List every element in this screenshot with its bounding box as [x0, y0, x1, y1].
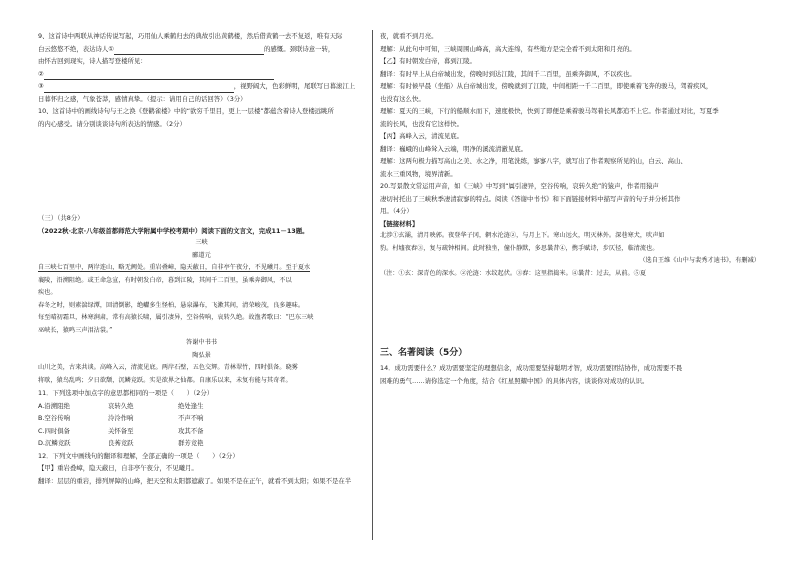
passage1-line3: 疾也。 [38, 289, 57, 296]
q14-line1: 14．成功需要什么？成功需要坚定的理想信念，成功需要坚持聪明才智，成功需要团结协作，成功需要不畏 [380, 364, 683, 372]
q10-line1: 10、这首诗中的画线诗句与王之涣《登鹳雀楼》中的“欲穷千里目，更上一层楼”都蕴含着诗人登楼远眺所 [38, 107, 334, 115]
passage1-title: 三峡 [195, 239, 208, 246]
q12-jia: 【甲】重岩叠嶂，隐天蔽日，自非亭午夜分，不见曦月。 [38, 464, 198, 472]
right-line-11: 理解：这两句极力描写高山之美、水之净，用笔洗练，寥寥八字，就写出了作者观察所见的山，白云、高山、 [380, 157, 687, 165]
right-column [380, 30, 760, 387]
q9-line2-b: 的感慨。颈联诗意一转， [264, 44, 335, 53]
right-line-9: 【丙】高峰入云，清流见底。 [380, 132, 464, 140]
right-line-7: 理解：夏天的三峡，下行的船顺水而下，速度极快，快到了即便是乘着骏马驾着长风都追不上它。作者通过对比，写夏季 [380, 107, 719, 115]
passage2-line1: 山川之美，古来共谈。高峰入云，清流见底。两岸石壁，五色交辉。青林翠竹，四时俱备。晓雾 [38, 364, 298, 371]
link-material-line1: 北涉①玄灞，清月映郭。夜登华子冈，辋水沦涟②，与月上下。寒山远火，明灭林外。深巷寒犬，吠声如 [380, 232, 665, 239]
link-material-label: 【链接材料】 [380, 219, 419, 228]
q20-line2: 凄切衬托出了三峡秋季凄清寂寥的特点。阅读《答谢中书书》和下面链接材料中描写声音的句子并分析其作 [380, 194, 681, 203]
q9-line5-a: ③ [38, 82, 44, 90]
passage2-author: 陶弘景 [192, 351, 211, 359]
right-line-6: 也没有这么快。 [380, 94, 425, 103]
passage1-line5: 每至晴初霜旦，林寒涧肃，常有高猿长啸，属引凄异，空谷传响，哀转久绝。故渔者歌曰：“巴东三峡 [38, 314, 314, 321]
passage1-author: 郦道元 [192, 251, 211, 259]
passage2-line2: 将歇，猿鸟乱鸣；夕日欲颓，沉鳞竞跃。实是欲界之仙都。自康乐以来，未复有能与其奇者。 [38, 376, 292, 384]
q12-translation: 翻译：层层的重岩，排列屏障的山峰，把天空和太阳都遮蔽了。如果不是在正午，就看不到太阳；如果不是在半 [38, 476, 352, 485]
q9-line4-a: ② [38, 69, 44, 78]
q9-line5 [38, 80, 365, 93]
link-material-line2: 豹。村墟夜舂③，复与疏钟相间。此时独坐，僮仆静默，多思曩昔④，携手赋诗，步仄径，临清流也。 [380, 244, 659, 252]
q10-line2: 的内心感受。请分别谈谈诗句所表达的情感。（2分） [38, 119, 186, 128]
passage1-line1: 自三峡七百里中，两岸连山，略无阙处。重岩叠嶂，隐天蔽日，自非亭午夜分，不见曦月。至于夏水 [38, 264, 311, 271]
q9-line6: 日暮怀归之感，气象苍莽，感情真挚。（提示：请用自己的话回答）（3分） [38, 94, 247, 103]
passage2-title: 答谢中书书 [186, 339, 217, 346]
answer-blank-1[interactable] [114, 46, 264, 55]
passage1-line4: 春冬之时，则素湍绿潭，回清倒影，绝巘多生怪柏，悬泉瀑布，飞漱其间，清荣峻茂，良多趣味。 [38, 301, 305, 309]
q9-line4 [38, 68, 365, 81]
right-line-12: 流水三重风物，境界清新。 [380, 169, 457, 178]
q9-line3: 由怀古回到现实，诗人描写登楼所见： [38, 57, 147, 65]
column-divider [372, 30, 373, 540]
answer-space[interactable] [38, 130, 365, 212]
q11-stem: 11．下列选项中加点字的意思都相同的一项是（ ）（2分） [38, 389, 214, 397]
right-line-8: 流的长风，也没有它这样快。 [380, 119, 464, 128]
q11-option-d[interactable]: D.沉鳞竞跃 良莠竞跃 群芳竞艳 [38, 439, 204, 447]
q14-line2: 困难的勇气……请你选定一个角度，结合《红星照耀中国》的具体内容，谈谈你对成功的认识。 [380, 376, 649, 385]
q9-line2 [38, 43, 365, 56]
q20-line3: 用。（4分） [380, 207, 413, 215]
right-line-5: 理解：有时候早晨（坐船）从白帝城出发，傍晚就到了江陵，中间相距一千二百里，即使乘着飞奔的骏马，驾着疾风， [380, 82, 713, 90]
right-line-1: 夜，就看不到月亮。 [380, 32, 438, 40]
passage1-line6: 巫峡长，猿鸣三声泪沾裳。” [38, 326, 113, 334]
q11-option-b[interactable]: B.空谷传响 泠泠作响 不声不响 [38, 414, 204, 422]
section3-heading: （三）（共8分） [38, 214, 84, 222]
right-line-2: 理解：从此句中可知，三峡周围山峰高，高大连绵，有些地方是完全看不到太阳和月亮的。 [380, 44, 636, 53]
section-heading-classics: 三、名著阅读（5分） [380, 348, 468, 358]
q11-option-c[interactable]: C.四时俱备 关怀备至 攻其不备 [38, 426, 204, 435]
answer-blank-3[interactable] [44, 84, 234, 93]
answer-space-right[interactable] [380, 280, 760, 340]
q9-line1: 9、这首诗中两联从神话传说写起，巧用仙人乘鹤归去的典故引出黄鹤楼，然后借黄鹤一去不复返，唯有天际 [38, 32, 343, 40]
right-line-3: 【乙】有时朝发白帝，暮到江陵。 [380, 57, 476, 65]
link-material-notes: （注：①玄：深青色的深水。②沦涟：水纹起伏。③舂：这里指捣米。④曩昔：过去，从前。⑤夏 [380, 269, 647, 277]
answer-blank-2[interactable] [44, 71, 274, 80]
left-column [38, 30, 365, 487]
right-line-4: 翻译：有时早上从白帝城出发，傍晚时到达江陵，其间千二百里，虽乘奔御风，不以疾也。 [380, 69, 636, 78]
link-material-source: （选自王维《山中与裴秀才迪书》，有删减） [639, 257, 760, 264]
q11-option-a[interactable]: A.沿溯阻绝 哀转久绝 绝处逢生 [38, 401, 204, 410]
q9-line5-b: ，视野阔大，色彩鲜明，尾联写日暮滚江上 [233, 82, 356, 90]
q9-line2-a: 白云悠悠不绝，表达诗人① [38, 44, 115, 53]
right-line-10: 翻译：巍峨的山峰耸入云端，明净的溪流清澈见底。 [380, 144, 527, 153]
q12-stem: 12．下列文中画线句的翻译和理解，全部正确的一项是（ ）（2分） [38, 451, 239, 460]
section3-source: （2022秋·北京·八年级首都师范大学附属中学校考期中）阅读下面的文言文，完成11－13题。 [38, 226, 309, 235]
q20-line1: 20.写景散文常运用声音，如《三峡》中写到“属引凄异，空谷传响，哀转久绝”的猿声，作者用猿声 [380, 182, 659, 190]
passage1-line2: 襄陵，沿溯阻绝。或王命急宣，有时朝发白帝，暮到江陵，其间千二百里，虽乘奔御风，不以 [38, 276, 292, 284]
